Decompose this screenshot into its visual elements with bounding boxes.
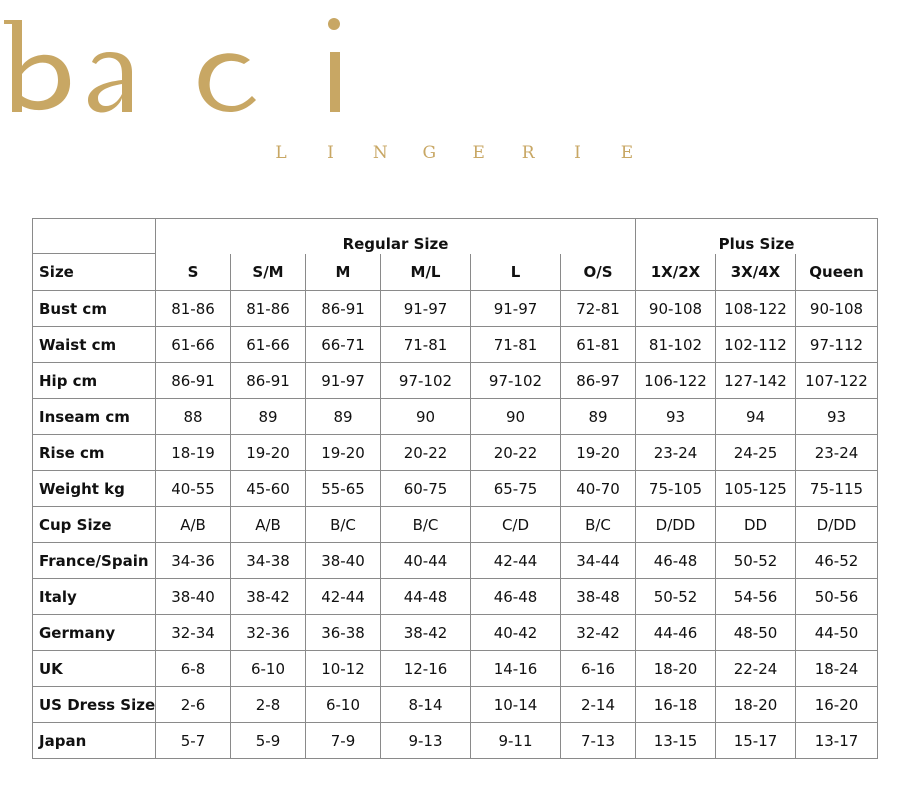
table-cell: 38-40: [306, 543, 381, 579]
table-cell: 61-81: [561, 327, 636, 363]
table-cell: 32-36: [231, 615, 306, 651]
table-cell: 5-9: [231, 723, 306, 759]
tagline-letter: R: [521, 143, 535, 163]
tagline-letter: E: [620, 143, 634, 163]
size-column-header: 1X/2X: [636, 254, 716, 291]
row-label: Germany: [33, 615, 156, 651]
table-row: [33, 651, 878, 687]
table-cell: 16-18: [636, 687, 716, 723]
table-cell: 19-20: [561, 435, 636, 471]
table-cell: 86-91: [306, 291, 381, 327]
table-cell: 108-122: [716, 291, 796, 327]
baci-wordmark: [0, 0, 380, 120]
plus-size-group: Plus Size: [636, 219, 878, 254]
table-cell: 16-20: [796, 687, 878, 723]
size-group-row: [33, 219, 878, 254]
table-cell: 20-22: [471, 435, 561, 471]
table-cell: 13-17: [796, 723, 878, 759]
table-cell: 127-142: [716, 363, 796, 399]
table-cell: 97-102: [381, 363, 471, 399]
table-cell: 20-22: [381, 435, 471, 471]
table-cell: 90-108: [796, 291, 878, 327]
table-row: [33, 399, 878, 435]
table-cell: 5-7: [156, 723, 231, 759]
table-cell: 50-52: [636, 579, 716, 615]
table-cell: 9-13: [381, 723, 471, 759]
table-cell: B/C: [306, 507, 381, 543]
size-column-header: S/M: [231, 254, 306, 291]
table-cell: 65-75: [471, 471, 561, 507]
table-cell: 15-17: [716, 723, 796, 759]
table-cell: 32-34: [156, 615, 231, 651]
table-cell: 46-52: [796, 543, 878, 579]
table-cell: 48-50: [716, 615, 796, 651]
table-cell: 61-66: [156, 327, 231, 363]
table-cell: 40-55: [156, 471, 231, 507]
table-cell: 105-125: [716, 471, 796, 507]
table-cell: 81-86: [231, 291, 306, 327]
table-cell: 44-50: [796, 615, 878, 651]
table-cell: 61-66: [231, 327, 306, 363]
tagline-letter: N: [372, 143, 388, 163]
table-cell: 7-9: [306, 723, 381, 759]
table-row: [33, 579, 878, 615]
row-label: France/Spain: [33, 543, 156, 579]
table-cell: 71-81: [381, 327, 471, 363]
table-cell: 40-44: [381, 543, 471, 579]
table-cell: 10-14: [471, 687, 561, 723]
row-label: US Dress Size: [33, 687, 156, 723]
table-row: [33, 507, 878, 543]
table-cell: 34-36: [156, 543, 231, 579]
table-cell: 6-8: [156, 651, 231, 687]
table-cell: 97-102: [471, 363, 561, 399]
table-cell: A/B: [231, 507, 306, 543]
row-label: Cup Size: [33, 507, 156, 543]
table-row: [33, 687, 878, 723]
size-column-header: O/S: [561, 254, 636, 291]
table-cell: 55-65: [306, 471, 381, 507]
table-cell: 34-44: [561, 543, 636, 579]
table-cell: 91-97: [381, 291, 471, 327]
table-cell: D/DD: [636, 507, 716, 543]
table-cell: 7-13: [561, 723, 636, 759]
table-cell: 44-48: [381, 579, 471, 615]
table-cell: 12-16: [381, 651, 471, 687]
table-cell: 88: [156, 399, 231, 435]
table-cell: 40-70: [561, 471, 636, 507]
table-cell: 71-81: [471, 327, 561, 363]
size-column-header: Queen: [796, 254, 878, 291]
table-cell: 18-20: [636, 651, 716, 687]
table-cell: 91-97: [306, 363, 381, 399]
table-cell: 86-97: [561, 363, 636, 399]
table-cell: 97-112: [796, 327, 878, 363]
row-label: Weight kg: [33, 471, 156, 507]
table-cell: 38-42: [231, 579, 306, 615]
table-cell: 8-14: [381, 687, 471, 723]
table-cell: 46-48: [636, 543, 716, 579]
table-cell: 90: [381, 399, 471, 435]
table-row: [33, 363, 878, 399]
regular-size-group: Regular Size: [156, 219, 636, 254]
row-label: Italy: [33, 579, 156, 615]
table-cell: 75-105: [636, 471, 716, 507]
table-cell: 91-97: [471, 291, 561, 327]
table-cell: 34-38: [231, 543, 306, 579]
tagline-letter: I: [574, 143, 581, 163]
table-cell: 44-46: [636, 615, 716, 651]
table-cell: 14-16: [471, 651, 561, 687]
table-cell: 86-91: [156, 363, 231, 399]
table-cell: 19-20: [306, 435, 381, 471]
table-cell: 18-19: [156, 435, 231, 471]
table-row: [33, 435, 878, 471]
table-cell: 6-10: [306, 687, 381, 723]
table-cell: 24-25: [716, 435, 796, 471]
table-row: [33, 723, 878, 759]
size-column-header: M/L: [381, 254, 471, 291]
table-cell: 2-6: [156, 687, 231, 723]
table-cell: 107-122: [796, 363, 878, 399]
table-cell: 89: [306, 399, 381, 435]
table-cell: 19-20: [231, 435, 306, 471]
table-cell: 23-24: [636, 435, 716, 471]
size-column-header: 3X/4X: [716, 254, 796, 291]
table-cell: 94: [716, 399, 796, 435]
size-column-header: M: [306, 254, 381, 291]
table-cell: 38-48: [561, 579, 636, 615]
size-column-header: L: [471, 254, 561, 291]
table-cell: 89: [561, 399, 636, 435]
table-cell: 86-91: [231, 363, 306, 399]
table-cell: 9-11: [471, 723, 561, 759]
table-cell: 32-42: [561, 615, 636, 651]
table-cell: A/B: [156, 507, 231, 543]
table-cell: D/DD: [796, 507, 878, 543]
row-label: Waist cm: [33, 327, 156, 363]
table-cell: 46-48: [471, 579, 561, 615]
table-cell: 36-38: [306, 615, 381, 651]
table-cell: 22-24: [716, 651, 796, 687]
table-cell: 38-42: [381, 615, 471, 651]
table-cell: 89: [231, 399, 306, 435]
table-cell: 93: [796, 399, 878, 435]
corner-cell: [33, 219, 156, 254]
table-cell: 54-56: [716, 579, 796, 615]
brand-logo: [0, 0, 900, 180]
size-header-row: [33, 254, 878, 291]
table-row: [33, 615, 878, 651]
table-cell: 90: [471, 399, 561, 435]
table-cell: B/C: [381, 507, 471, 543]
table-cell: 10-12: [306, 651, 381, 687]
table-cell: 40-42: [471, 615, 561, 651]
table-cell: 13-15: [636, 723, 716, 759]
table-cell: 72-81: [561, 291, 636, 327]
table-cell: 18-20: [716, 687, 796, 723]
size-table-body: [33, 291, 878, 759]
table-cell: 6-10: [231, 651, 306, 687]
table-row: [33, 471, 878, 507]
table-cell: 93: [636, 399, 716, 435]
table-cell: 90-108: [636, 291, 716, 327]
table-row: [33, 543, 878, 579]
table-cell: 60-75: [381, 471, 471, 507]
table-cell: 50-52: [716, 543, 796, 579]
table-cell: 81-86: [156, 291, 231, 327]
table-cell: 66-71: [306, 327, 381, 363]
table-cell: 42-44: [471, 543, 561, 579]
table-cell: 81-102: [636, 327, 716, 363]
tagline-letter: G: [422, 143, 437, 163]
row-label: Inseam cm: [33, 399, 156, 435]
row-label: Japan: [33, 723, 156, 759]
table-cell: 106-122: [636, 363, 716, 399]
table-cell: 102-112: [716, 327, 796, 363]
tagline-letter: L: [275, 143, 287, 163]
table-cell: B/C: [561, 507, 636, 543]
tagline-letter: E: [472, 143, 485, 163]
row-label: Hip cm: [33, 363, 156, 399]
table-cell: 6-16: [561, 651, 636, 687]
size-header-label: Size: [33, 254, 156, 291]
row-label: UK: [33, 651, 156, 687]
table-cell: 38-40: [156, 579, 231, 615]
table-row: [33, 327, 878, 363]
table-row: [33, 291, 878, 327]
lingerie-tagline: [274, 143, 634, 165]
row-label: Bust cm: [33, 291, 156, 327]
table-cell: 2-8: [231, 687, 306, 723]
size-chart-table: [32, 218, 878, 759]
table-cell: 18-24: [796, 651, 878, 687]
table-cell: 2-14: [561, 687, 636, 723]
table-cell: 42-44: [306, 579, 381, 615]
table-cell: 50-56: [796, 579, 878, 615]
table-cell: 23-24: [796, 435, 878, 471]
tagline-letter: I: [327, 143, 334, 163]
row-label: Rise cm: [33, 435, 156, 471]
table-cell: DD: [716, 507, 796, 543]
table-cell: 45-60: [231, 471, 306, 507]
table-cell: C/D: [471, 507, 561, 543]
size-column-header: S: [156, 254, 231, 291]
table-cell: 75-115: [796, 471, 878, 507]
